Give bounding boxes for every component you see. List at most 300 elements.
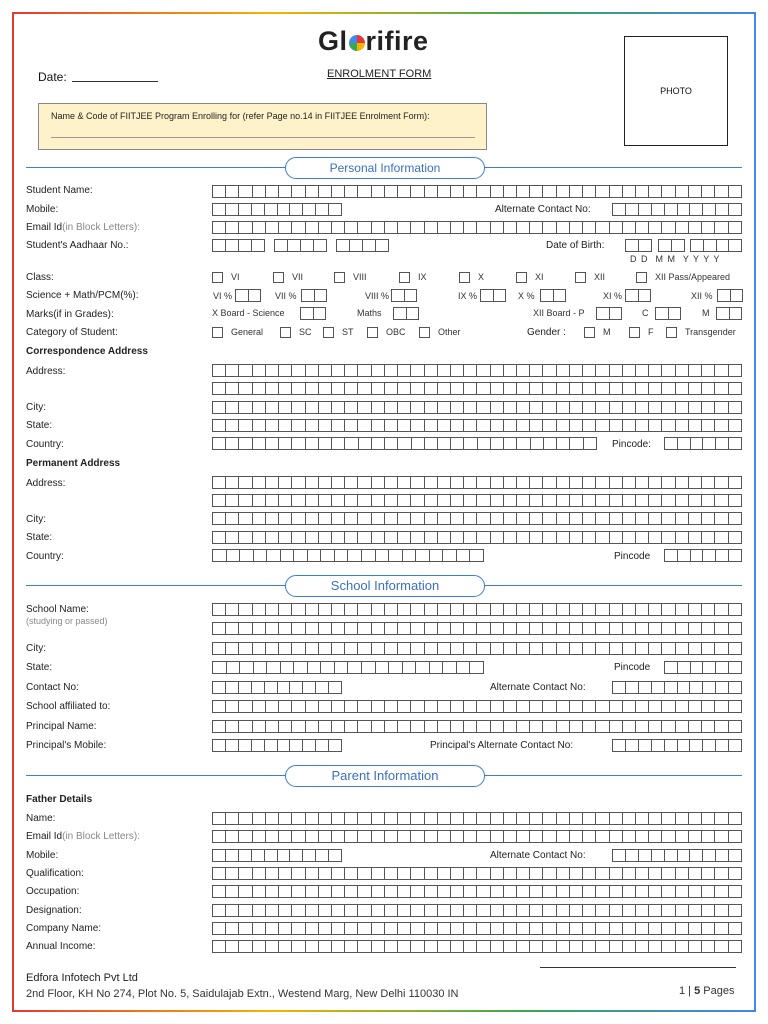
char-box[interactable]	[570, 904, 583, 917]
char-box[interactable]	[425, 922, 438, 935]
char-box[interactable]	[689, 622, 702, 635]
char-box[interactable]	[358, 904, 371, 917]
char-box[interactable]	[316, 849, 329, 862]
char-box[interactable]	[363, 239, 376, 252]
char-box[interactable]	[332, 382, 345, 395]
char-box[interactable]	[303, 681, 316, 694]
char-box[interactable]	[411, 221, 424, 234]
char-box[interactable]	[438, 382, 451, 395]
char-box[interactable]	[398, 904, 411, 917]
char-box[interactable]	[416, 549, 430, 562]
char-box[interactable]	[689, 382, 702, 395]
char-box[interactable]	[543, 940, 556, 953]
char-box[interactable]	[729, 419, 742, 432]
char-box[interactable]	[212, 642, 226, 655]
char-box[interactable]	[306, 221, 319, 234]
char-box[interactable]	[345, 720, 358, 733]
science-5-boxes[interactable]	[625, 289, 651, 302]
char-box[interactable]	[358, 700, 371, 713]
char-box[interactable]	[240, 549, 254, 562]
char-box[interactable]	[596, 512, 609, 525]
char-box[interactable]	[689, 185, 702, 198]
char-box[interactable]	[306, 812, 319, 825]
char-box[interactable]	[491, 904, 504, 917]
char-box[interactable]	[372, 867, 385, 880]
char-box[interactable]	[636, 867, 649, 880]
char-box[interactable]	[226, 867, 239, 880]
char-box[interactable]	[253, 382, 266, 395]
char-box[interactable]	[279, 419, 292, 432]
char-box[interactable]	[491, 830, 504, 843]
char-box[interactable]	[279, 720, 292, 733]
char-box[interactable]	[491, 720, 504, 733]
char-box[interactable]	[292, 904, 305, 917]
char-box[interactable]	[636, 221, 649, 234]
char-box[interactable]	[411, 830, 424, 843]
char-box[interactable]	[649, 885, 662, 898]
char-box[interactable]	[306, 867, 319, 880]
char-box[interactable]	[491, 922, 504, 935]
char-box[interactable]	[703, 661, 716, 674]
char-box[interactable]	[530, 419, 543, 432]
char-box[interactable]	[226, 203, 239, 216]
char-box[interactable]	[649, 494, 662, 507]
dob-month-boxes[interactable]	[658, 239, 685, 252]
char-box[interactable]	[662, 185, 675, 198]
char-box[interactable]	[279, 382, 292, 395]
char-box[interactable]	[610, 830, 623, 843]
char-box[interactable]	[372, 885, 385, 898]
char-box[interactable]	[451, 185, 464, 198]
char-box[interactable]	[430, 661, 444, 674]
char-box[interactable]	[345, 622, 358, 635]
char-box[interactable]	[385, 382, 398, 395]
char-box[interactable]	[504, 531, 517, 544]
char-box[interactable]	[662, 922, 675, 935]
char-box[interactable]	[543, 922, 556, 935]
char-box[interactable]	[425, 437, 438, 450]
char-box[interactable]	[306, 922, 319, 935]
char-box[interactable]	[570, 700, 583, 713]
char-box[interactable]	[716, 437, 729, 450]
char-box[interactable]	[372, 830, 385, 843]
char-box[interactable]	[689, 904, 702, 917]
char-box[interactable]	[332, 922, 345, 935]
char-box[interactable]	[530, 603, 543, 616]
char-box[interactable]	[266, 382, 279, 395]
char-box[interactable]	[570, 867, 583, 880]
char-box[interactable]	[319, 830, 332, 843]
char-box[interactable]	[543, 642, 556, 655]
char-box[interactable]	[212, 494, 226, 507]
char-box[interactable]	[438, 922, 451, 935]
char-box[interactable]	[715, 364, 728, 377]
char-box[interactable]	[464, 603, 477, 616]
char-box[interactable]	[358, 812, 371, 825]
char-box[interactable]	[639, 681, 652, 694]
char-box[interactable]	[398, 364, 411, 377]
char-box[interactable]	[292, 476, 305, 489]
char-box[interactable]	[676, 512, 689, 525]
char-box[interactable]	[212, 661, 227, 674]
char-box[interactable]	[596, 364, 609, 377]
char-box[interactable]	[517, 437, 530, 450]
char-box[interactable]	[583, 364, 596, 377]
char-box[interactable]	[319, 867, 332, 880]
char-box[interactable]	[570, 940, 583, 953]
char-box[interactable]	[319, 531, 332, 544]
char-box[interactable]	[226, 531, 239, 544]
char-box[interactable]	[464, 940, 477, 953]
char-box[interactable]	[457, 661, 471, 674]
char-box[interactable]	[702, 419, 715, 432]
char-box[interactable]	[715, 720, 728, 733]
char-box[interactable]	[239, 885, 252, 898]
char-box[interactable]	[662, 603, 675, 616]
char-box[interactable]	[703, 739, 716, 752]
char-box[interactable]	[451, 401, 464, 414]
char-box[interactable]	[662, 382, 675, 395]
char-box[interactable]	[504, 830, 517, 843]
char-box[interactable]	[451, 622, 464, 635]
char-box[interactable]	[398, 382, 411, 395]
char-box[interactable]	[530, 382, 543, 395]
char-box[interactable]	[292, 437, 305, 450]
char-box[interactable]	[678, 437, 691, 450]
char-box[interactable]	[235, 289, 249, 302]
char-box[interactable]	[438, 419, 451, 432]
char-box[interactable]	[226, 494, 239, 507]
char-box[interactable]	[372, 419, 385, 432]
char-box[interactable]	[226, 904, 239, 917]
char-box[interactable]	[623, 867, 636, 880]
char-box[interactable]	[596, 494, 609, 507]
char-box[interactable]	[583, 830, 596, 843]
char-box[interactable]	[411, 476, 424, 489]
char-box[interactable]	[425, 622, 438, 635]
category-sc-checkbox[interactable]	[280, 327, 291, 338]
char-box[interactable]	[464, 720, 477, 733]
principal-mobile-boxes[interactable]	[212, 739, 342, 752]
char-box[interactable]	[662, 867, 675, 880]
char-box[interactable]	[425, 382, 438, 395]
char-box[interactable]	[239, 940, 252, 953]
char-box[interactable]	[348, 549, 362, 562]
char-box[interactable]	[464, 364, 477, 377]
corr-city-boxes[interactable]	[212, 401, 742, 414]
char-box[interactable]	[385, 221, 398, 234]
char-box[interactable]	[265, 681, 278, 694]
char-box[interactable]	[517, 830, 530, 843]
char-box[interactable]	[716, 307, 730, 320]
char-box[interactable]	[570, 812, 583, 825]
char-box[interactable]	[729, 494, 742, 507]
char-box[interactable]	[543, 382, 556, 395]
char-box[interactable]	[504, 512, 517, 525]
char-box[interactable]	[610, 603, 623, 616]
char-box[interactable]	[690, 239, 704, 252]
father-designation-boxes[interactable]	[212, 904, 742, 917]
char-box[interactable]	[689, 221, 702, 234]
char-box[interactable]	[662, 401, 675, 414]
char-box[interactable]	[504, 700, 517, 713]
char-box[interactable]	[530, 720, 543, 733]
char-box[interactable]	[729, 739, 742, 752]
char-box[interactable]	[477, 185, 490, 198]
char-box[interactable]	[319, 622, 332, 635]
char-box[interactable]	[279, 700, 292, 713]
char-box[interactable]	[411, 419, 424, 432]
char-box[interactable]	[649, 700, 662, 713]
char-box[interactable]	[610, 307, 623, 320]
char-box[interactable]	[504, 401, 517, 414]
char-box[interactable]	[491, 494, 504, 507]
char-box[interactable]	[239, 512, 252, 525]
char-box[interactable]	[676, 531, 689, 544]
char-box[interactable]	[292, 531, 305, 544]
char-box[interactable]	[584, 437, 597, 450]
science-2-boxes[interactable]	[391, 289, 417, 302]
char-box[interactable]	[676, 185, 689, 198]
char-box[interactable]	[345, 830, 358, 843]
char-box[interactable]	[477, 512, 490, 525]
char-box[interactable]	[623, 476, 636, 489]
char-box[interactable]	[438, 885, 451, 898]
char-box[interactable]	[332, 364, 345, 377]
char-box[interactable]	[702, 812, 715, 825]
char-box[interactable]	[649, 401, 662, 414]
char-box[interactable]	[425, 401, 438, 414]
char-box[interactable]	[253, 904, 266, 917]
char-box[interactable]	[345, 904, 358, 917]
char-box[interactable]	[557, 720, 570, 733]
char-box[interactable]	[411, 867, 424, 880]
char-box[interactable]	[570, 494, 583, 507]
char-box[interactable]	[639, 239, 652, 252]
char-box[interactable]	[504, 476, 517, 489]
char-box[interactable]	[676, 812, 689, 825]
char-box[interactable]	[451, 867, 464, 880]
char-box[interactable]	[372, 476, 385, 489]
char-box[interactable]	[266, 812, 279, 825]
char-box[interactable]	[451, 940, 464, 953]
char-box[interactable]	[649, 642, 662, 655]
char-box[interactable]	[540, 289, 554, 302]
char-box[interactable]	[332, 603, 345, 616]
char-box[interactable]	[411, 940, 424, 953]
char-box[interactable]	[358, 382, 371, 395]
char-box[interactable]	[504, 185, 517, 198]
char-box[interactable]	[610, 512, 623, 525]
char-box[interactable]	[596, 185, 609, 198]
char-box[interactable]	[676, 922, 689, 935]
char-box[interactable]	[464, 700, 477, 713]
char-box[interactable]	[314, 307, 327, 320]
char-box[interactable]	[702, 603, 715, 616]
char-box[interactable]	[583, 922, 596, 935]
char-box[interactable]	[470, 661, 484, 674]
char-box[interactable]	[385, 401, 398, 414]
char-box[interactable]	[438, 867, 451, 880]
class-ix-checkbox[interactable]	[399, 272, 410, 283]
gender-f-checkbox[interactable]	[629, 327, 640, 338]
char-box[interactable]	[412, 437, 425, 450]
char-box[interactable]	[240, 661, 254, 674]
char-box[interactable]	[438, 622, 451, 635]
char-box[interactable]	[504, 904, 517, 917]
char-box[interactable]	[308, 549, 322, 562]
char-box[interactable]	[425, 812, 438, 825]
char-box[interactable]	[729, 531, 742, 544]
char-box[interactable]	[398, 437, 411, 450]
corr-state-boxes[interactable]	[212, 419, 742, 432]
char-box[interactable]	[345, 512, 358, 525]
char-box[interactable]	[557, 904, 570, 917]
char-box[interactable]	[372, 622, 385, 635]
char-box[interactable]	[543, 603, 556, 616]
char-box[interactable]	[690, 681, 703, 694]
char-box[interactable]	[279, 812, 292, 825]
char-box[interactable]	[636, 904, 649, 917]
char-box[interactable]	[316, 203, 329, 216]
char-box[interactable]	[336, 239, 350, 252]
char-box[interactable]	[306, 382, 319, 395]
char-box[interactable]	[266, 700, 279, 713]
char-box[interactable]	[662, 940, 675, 953]
char-box[interactable]	[226, 239, 239, 252]
char-box[interactable]	[662, 642, 675, 655]
char-box[interactable]	[252, 239, 265, 252]
char-box[interactable]	[596, 720, 609, 733]
char-box[interactable]	[610, 622, 623, 635]
char-box[interactable]	[279, 531, 292, 544]
char-box[interactable]	[649, 364, 662, 377]
char-box[interactable]	[345, 476, 358, 489]
char-box[interactable]	[358, 922, 371, 935]
char-box[interactable]	[557, 922, 570, 935]
char-box[interactable]	[689, 885, 702, 898]
father-occupation-boxes[interactable]	[212, 885, 742, 898]
class-vii-checkbox[interactable]	[273, 272, 284, 283]
char-box[interactable]	[319, 185, 332, 198]
char-box[interactable]	[596, 700, 609, 713]
char-box[interactable]	[530, 940, 543, 953]
char-box[interactable]	[583, 221, 596, 234]
char-box[interactable]	[212, 922, 226, 935]
char-box[interactable]	[639, 739, 652, 752]
char-box[interactable]	[729, 603, 742, 616]
perm-city-boxes[interactable]	[212, 512, 742, 525]
char-box[interactable]	[319, 476, 332, 489]
char-box[interactable]	[279, 940, 292, 953]
char-box[interactable]	[279, 512, 292, 525]
marks-xii-p-boxes[interactable]	[596, 307, 622, 320]
char-box[interactable]	[676, 642, 689, 655]
category-general-checkbox[interactable]	[212, 327, 223, 338]
char-box[interactable]	[266, 531, 279, 544]
school-state-boxes[interactable]	[212, 661, 484, 674]
category-other-checkbox[interactable]	[419, 327, 430, 338]
char-box[interactable]	[372, 531, 385, 544]
char-box[interactable]	[385, 419, 398, 432]
char-box[interactable]	[212, 531, 226, 544]
char-box[interactable]	[425, 221, 438, 234]
char-box[interactable]	[557, 885, 570, 898]
char-box[interactable]	[226, 922, 239, 935]
char-box[interactable]	[266, 720, 279, 733]
char-box[interactable]	[477, 700, 490, 713]
char-box[interactable]	[411, 512, 424, 525]
char-box[interactable]	[530, 512, 543, 525]
char-box[interactable]	[491, 185, 504, 198]
char-box[interactable]	[385, 185, 398, 198]
char-box[interactable]	[636, 720, 649, 733]
char-box[interactable]	[570, 364, 583, 377]
char-box[interactable]	[676, 904, 689, 917]
char-box[interactable]	[226, 512, 239, 525]
char-box[interactable]	[319, 364, 332, 377]
char-box[interactable]	[689, 830, 702, 843]
char-box[interactable]	[438, 830, 451, 843]
char-box[interactable]	[477, 867, 490, 880]
char-box[interactable]	[596, 221, 609, 234]
char-box[interactable]	[306, 419, 319, 432]
char-box[interactable]	[332, 642, 345, 655]
char-box[interactable]	[253, 700, 266, 713]
char-box[interactable]	[715, 642, 728, 655]
char-box[interactable]	[451, 531, 464, 544]
char-box[interactable]	[332, 622, 345, 635]
char-box[interactable]	[583, 642, 596, 655]
char-box[interactable]	[557, 940, 570, 953]
science-0-boxes[interactable]	[235, 289, 261, 302]
char-box[interactable]	[265, 849, 278, 862]
perm-country-boxes[interactable]	[212, 549, 484, 562]
char-box[interactable]	[464, 437, 477, 450]
char-box[interactable]	[425, 512, 438, 525]
char-box[interactable]	[702, 185, 715, 198]
char-box[interactable]	[358, 364, 371, 377]
char-box[interactable]	[425, 904, 438, 917]
char-box[interactable]	[321, 661, 335, 674]
char-box[interactable]	[729, 549, 742, 562]
char-box[interactable]	[385, 720, 398, 733]
char-box[interactable]	[438, 904, 451, 917]
char-box[interactable]	[702, 922, 715, 935]
char-box[interactable]	[279, 603, 292, 616]
char-box[interactable]	[306, 642, 319, 655]
char-box[interactable]	[636, 812, 649, 825]
char-box[interactable]	[557, 867, 570, 880]
char-box[interactable]	[596, 642, 609, 655]
char-box[interactable]	[676, 830, 689, 843]
char-box[interactable]	[345, 940, 358, 953]
char-box[interactable]	[625, 239, 639, 252]
char-box[interactable]	[425, 830, 438, 843]
char-box[interactable]	[212, 221, 226, 234]
char-box[interactable]	[715, 419, 728, 432]
char-box[interactable]	[226, 221, 239, 234]
char-box[interactable]	[253, 867, 266, 880]
char-box[interactable]	[690, 739, 703, 752]
char-box[interactable]	[319, 512, 332, 525]
char-box[interactable]	[332, 401, 345, 414]
char-box[interactable]	[292, 494, 305, 507]
char-box[interactable]	[398, 940, 411, 953]
char-box[interactable]	[292, 830, 305, 843]
char-box[interactable]	[438, 364, 451, 377]
char-box[interactable]	[306, 531, 319, 544]
